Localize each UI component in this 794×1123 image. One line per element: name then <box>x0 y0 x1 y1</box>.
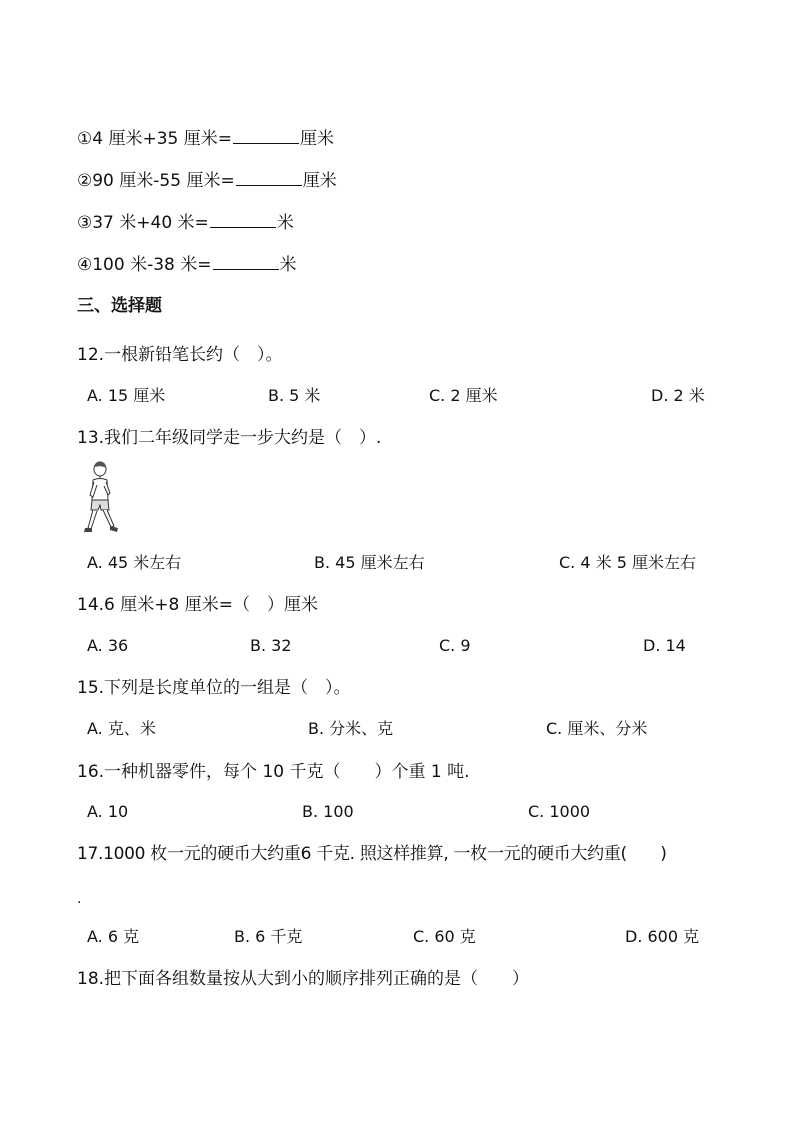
question-14-option-a[interactable]: A. 36 <box>87 636 129 655</box>
fill-item-4-text: ④100 米-38 米= <box>77 255 212 275</box>
fill-item-3 <box>77 211 294 234</box>
question-16-option-a[interactable]: A. 10 <box>87 802 129 821</box>
question-12-option-a[interactable]: A. 15 厘米 <box>87 386 166 405</box>
question-14-option-d[interactable]: D. 14 <box>643 636 686 655</box>
question-17-option-b[interactable]: B. 6 千克 <box>234 927 303 946</box>
question-15-stem: 15.下列是长度单位的一组是（ ）。 <box>77 678 351 698</box>
fill-item-2-blank[interactable] <box>236 169 302 186</box>
fill-item-2-unit: 厘米 <box>302 171 337 191</box>
walking-boy-image <box>80 460 126 538</box>
question-16-stem: 16.一种机器零件，每个 10 千克（ ）个重 1 吨. <box>77 762 470 782</box>
fill-item-1 <box>77 127 334 150</box>
question-18-stem: 18.把下面各组数量按从大到小的顺序排列正确的是（ ） <box>77 969 530 989</box>
question-12-option-d[interactable]: D. 2 米 <box>651 386 705 405</box>
fill-item-4 <box>77 253 297 276</box>
fill-item-4-unit: 米 <box>279 255 297 275</box>
question-12-stem: 12.一根新铅笔长约（ ）。 <box>77 345 283 365</box>
question-13-option-b[interactable]: B. 45 厘米左右 <box>314 553 425 572</box>
question-14-stem: 14.6 厘米+8 厘米=（ ）厘米 <box>77 595 318 615</box>
question-15-option-a[interactable]: A. 克、米 <box>87 719 156 738</box>
question-17-option-c[interactable]: C. 60 克 <box>413 927 476 946</box>
fill-item-3-blank[interactable] <box>210 211 276 228</box>
fill-item-2 <box>77 169 337 192</box>
question-14-option-c[interactable]: C. 9 <box>439 636 471 655</box>
question-14-option-b[interactable]: B. 32 <box>250 636 292 655</box>
question-12-option-b[interactable]: B. 5 米 <box>268 386 321 405</box>
fill-item-3-unit: 米 <box>276 213 294 233</box>
fill-item-1-unit: 厘米 <box>299 129 334 149</box>
question-17-option-d[interactable]: D. 600 克 <box>625 927 700 946</box>
question-15-option-b[interactable]: B. 分米、克 <box>308 719 394 738</box>
question-16-option-b[interactable]: B. 100 <box>302 802 354 821</box>
fill-item-1-blank[interactable] <box>233 127 299 144</box>
fill-item-3-text: ③37 米+40 米= <box>77 213 209 233</box>
question-16-option-c[interactable]: C. 1000 <box>528 802 591 821</box>
question-12-option-c[interactable]: C. 2 厘米 <box>429 386 498 405</box>
question-17-stem: 17.1000 枚一元的硬币大约重6 千克. 照这样推算, 一枚一元的硬币大约重( ) <box>77 844 667 864</box>
question-13-option-c[interactable]: C. 4 米 5 厘米左右 <box>559 553 696 572</box>
question-17-option-a[interactable]: A. 6 克 <box>87 927 140 946</box>
question-15-option-c[interactable]: C. 厘米、分米 <box>546 719 648 738</box>
fill-item-4-blank[interactable] <box>213 253 279 270</box>
fill-item-2-text: ②90 厘米-55 厘米= <box>77 171 235 191</box>
fill-item-1-text: ①4 厘米+35 厘米= <box>77 129 232 149</box>
question-13-stem: 13.我们二年级同学走一步大约是（ ）. <box>77 428 382 448</box>
question-13-option-a[interactable]: A. 45 米左右 <box>87 553 182 572</box>
question-17-tail: . <box>77 891 82 907</box>
section-title: 三、选择题 <box>77 296 162 316</box>
